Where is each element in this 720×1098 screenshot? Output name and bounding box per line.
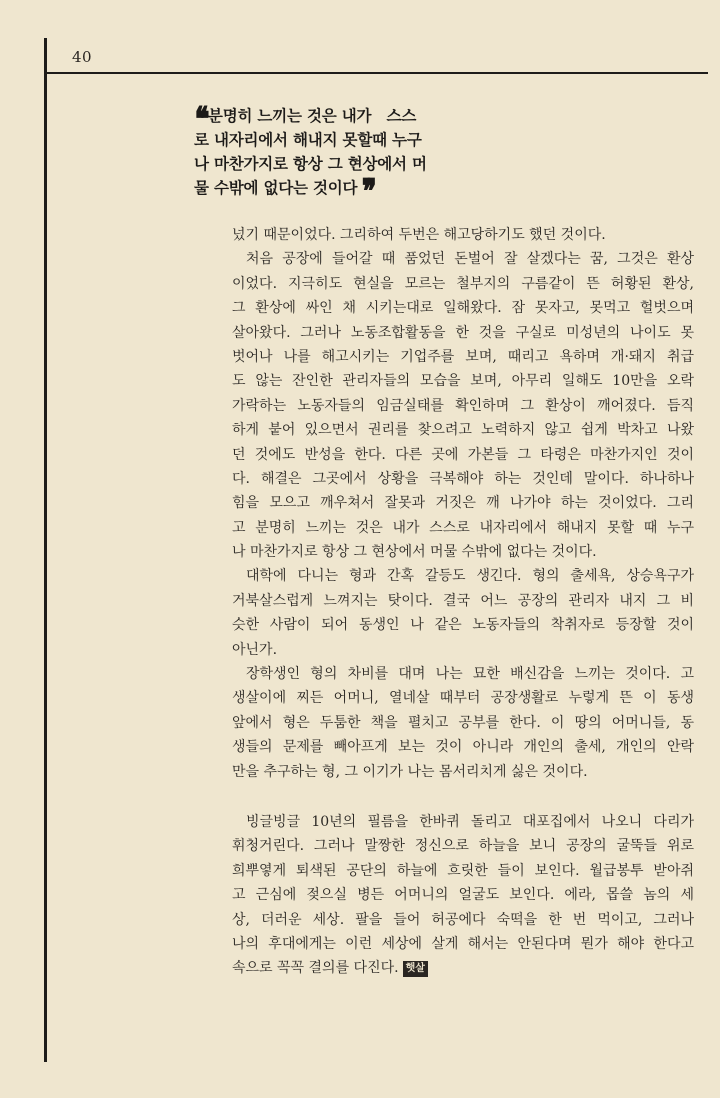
pull-quote-line: 물 수밖에 없다는 것이다 ❜❜ xyxy=(194,172,372,212)
body-line: 장학생인 형의 차비를 대며 나는 묘한 배신감을 느끼는 것이다. 고 xyxy=(246,666,694,683)
body-line: 처음 공장에 들어갈 때 품었던 돈벌어 잘 살겠다는 꿈, 그것은 환상 xyxy=(246,251,694,268)
close-quote-icon: ❜❜ xyxy=(361,172,372,212)
left-rule xyxy=(44,38,47,1062)
pull-quote xyxy=(194,100,492,212)
pull-quote-line: 로 내자리에서 해내지 못할때 누구 xyxy=(194,131,422,149)
body-line: 고 분명히 느끼는 것은 내가 스스로 내자리에서 해내지 못할 때 누구 xyxy=(232,519,694,536)
body-line: 거북살스럽게 느껴지는 탓이다. 결국 어느 공장의 관리자 내지 그 비 xyxy=(232,592,694,609)
body-line: 다. 해결은 그곳에서 상황을 극복해야 하는 것인데 말이다. 하나하나 xyxy=(232,470,694,487)
body-line: 힘을 모으고 깨우쳐서 잘못과 거짓은 깨 나가야 하는 것이었다. 그리 xyxy=(232,495,694,512)
body-line: 생살이에 찌든 어머니, 열네살 때부터 공장생활로 누렇게 뜬 이 동생 xyxy=(232,690,694,707)
body-line: 아닌가. xyxy=(232,641,278,658)
pull-quote-line: 나 마찬가지로 항상 그 현상에서 머 xyxy=(194,155,427,173)
body-line: 그 환상에 싸인 채 시키는대로 일해왔다. 잠 못자고, 못먹고 헐벗으며 xyxy=(232,300,694,317)
body-line: 벗어나 나를 해고시키는 기업주를 보며, 때리고 욕하며 개·돼지 취급 xyxy=(232,348,694,365)
body-line: 속으로 꼭꼭 결의를 다진다. 햇살 xyxy=(232,956,694,980)
body-line: 대학에 다니는 형과 간혹 갈등도 생긴다. 형의 출세욕, 상승욕구가 xyxy=(246,568,694,585)
open-quote-icon: ❛❛ xyxy=(194,100,204,140)
body-line: 살아왔다. 그러나 노동조합활동을 한 것을 구실로 미성년의 나이도 못 xyxy=(232,324,694,341)
body-line: 고 근심에 젖으실 병든 어머니의 얼굴도 보인다. 에라, 몹쓸 놈의 세 xyxy=(232,887,694,904)
body-line: 하게 붙어 있으면서 권리를 찾으려고 노력하지 않고 쉽게 박차고 나왔 xyxy=(232,422,694,439)
article-body xyxy=(232,223,694,981)
body-line: 슷한 사람이 되어 동생인 나 같은 노동자들의 착취자로 등장할 것이 xyxy=(232,617,694,634)
body-line: 이었다. 지극히도 현실을 모르는 철부지의 구름같이 뜬 허황된 환상, xyxy=(232,275,694,292)
body-line: 휘청거린다. 그러나 말짱한 정신으로 하늘을 보니 공장의 굴뚝들 위로 xyxy=(232,838,694,855)
body-line: 넜기 때문이었다. 그리하여 두번은 해고당하기도 했던 것이다. xyxy=(232,227,606,243)
body-line: 가락하는 노동자들의 임금실태를 확인하며 그 환상이 깨어졌다. 듬직 xyxy=(232,397,694,414)
body-line: 던 것에도 반성을 한다. 다른 곳에 가본들 그 타령은 마찬가지인 것이 xyxy=(232,446,694,463)
body-line: 빙글빙글 10년의 필름을 한바퀴 돌리고 대포집에서 나오니 다리가 xyxy=(246,813,694,830)
page-number: 40 xyxy=(72,48,93,66)
body-line: 상, 더러운 세상. 팔을 들어 허공에다 숙떡을 한 번 먹이고, 그러나 xyxy=(232,911,694,928)
body-line: 도 않는 잔인한 관리자들의 모습을 보며, 아무리 일해도 10만을 오락 xyxy=(232,373,694,390)
pull-quote-line: ❛❛ 분명히 느끼는 것은 내가 스스 xyxy=(194,100,417,140)
body-line: 앞에서 형은 두툼한 책을 펼치고 공부를 한다. 이 땅의 어머니들, 동 xyxy=(232,714,694,731)
paragraph-gap xyxy=(232,784,694,810)
end-mark-logo: 햇살 xyxy=(403,961,428,977)
body-line: 희뿌옇게 퇴색된 공단의 하늘에 흐릿한 들이 보인다. 월급봉투 받아쥐 xyxy=(232,862,694,879)
body-line: 나의 후대에게는 이런 세상에 살게 해서는 안된다며 뭔가 해야 한다고 xyxy=(232,935,694,952)
body-line: 생들의 문제를 빼아프게 보는 것이 아니라 개인의 출세, 개인의 안락 xyxy=(232,739,694,756)
body-line: 나 마찬가지로 항상 그 현상에서 머물 수밖에 없다는 것이다. xyxy=(232,544,597,561)
top-rule xyxy=(44,72,708,74)
body-line: 만을 추구하는 형, 그 이기가 나는 몸서리치게 싫은 것이다. xyxy=(232,763,588,780)
